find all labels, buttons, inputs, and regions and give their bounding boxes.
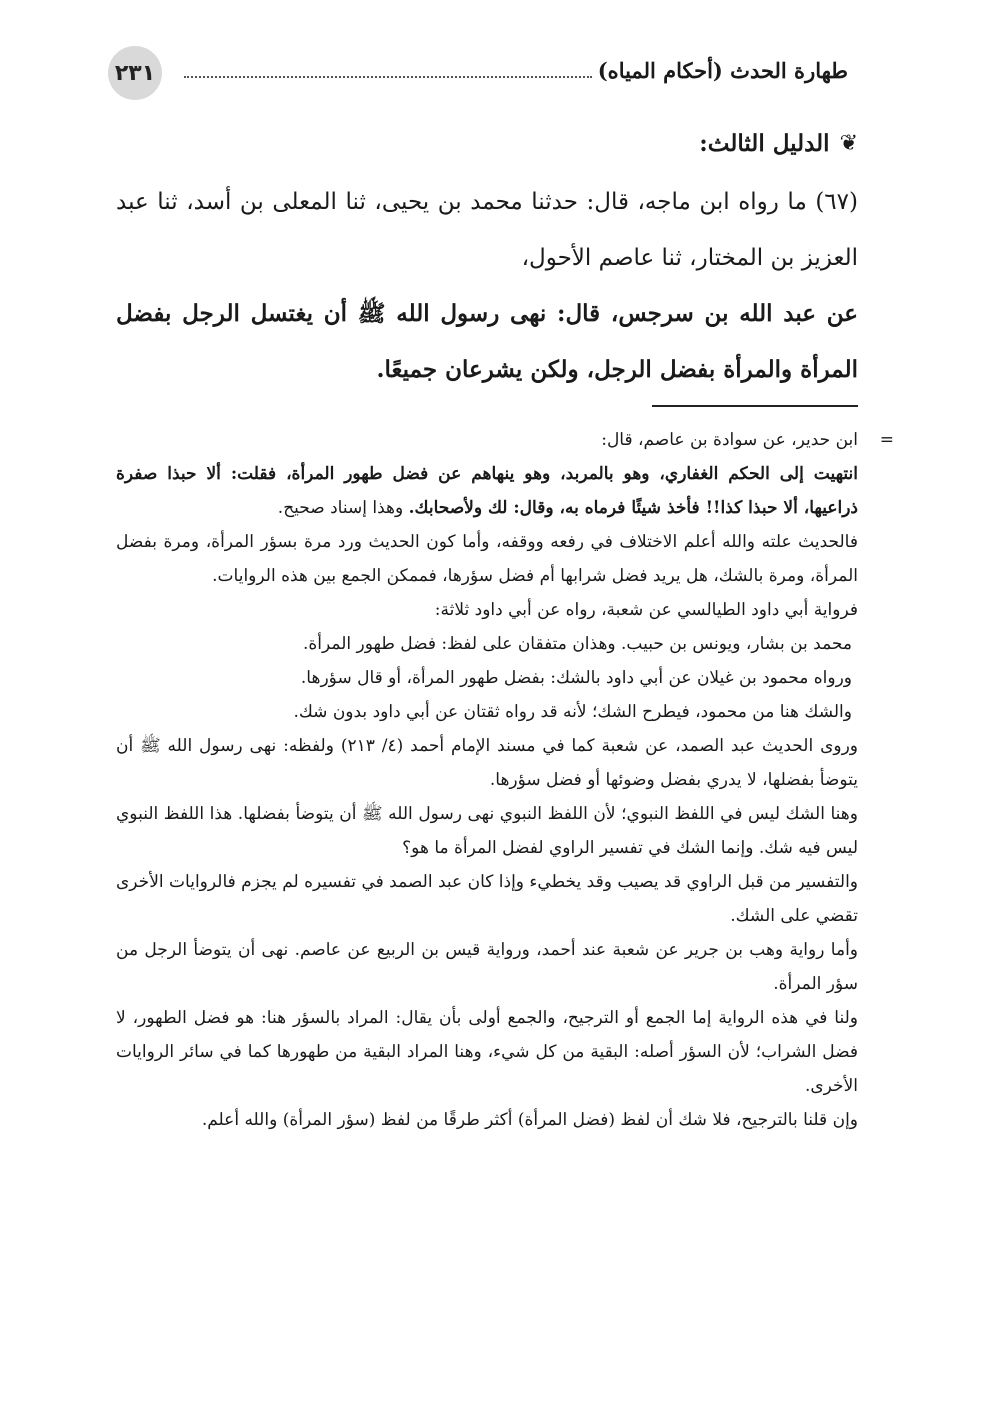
page-number: ٢٣١: [108, 46, 162, 100]
footnote-paragraph: ولنا في هذه الرواية إما الجمع أو الترجيح، والجمع أولى بأن يقال: المراد بالسؤر هنا: هو فضل الطهور، لا فضل الشراب؛ لأن السؤر أصله: البقية من كل شيء، وهنا المراد البقية من طهورها كما في سائر الروايات الأخرى.: [116, 1008, 858, 1096]
footnotes: [116, 423, 894, 1137]
footnote-paragraph: محمد بن بشار، ويونس بن حبيب. وهذان متفقان على لفظ: فضل طهور المرأة.: [302, 634, 852, 654]
hadith-chain-paragraph: (٦٧) ما رواه ابن ماجه، قال: حدثنا محمد بن يحيى، ثنا المعلى بن أسد، ثنا عبد العزيز بن المختار، ثنا عاصم الأحول،: [116, 189, 858, 271]
footnote-separator: [652, 405, 858, 407]
running-title: [178, 58, 848, 83]
footnote-paragraph: ورواه محمود بن غيلان عن أبي داود بالشك: بفضل طهور المرأة، أو قال سؤرها.: [300, 668, 852, 688]
footnote-paragraph: والشك هنا من محمود، فيطرح الشك؛ لأنه قد رواه ثقتان عن أبي داود بدون شك.: [293, 702, 852, 722]
footnote-paragraph: وهنا الشك ليس في اللفظ النبوي؛ لأن اللفظ النبوي نهى رسول الله ﷺ أن يتوضأ بفضلها. هذا اللفظ النبوي ليس فيه شك. وإنما الشك في تفسير الراوي لفضل المرأة ما هو؟: [116, 804, 858, 858]
section-heading: [116, 122, 858, 166]
footnote-paragraph: فرواية أبي داود الطيالسي عن شعبة، رواه عن أبي داود ثلاثة:: [434, 600, 858, 620]
hadith-text-paragraph: عن عبد الله بن سرجس، قال: نهى رسول الله ﷺ أن يغتسل الرجل بفضل المرأة والمرأة بفضل الرجل، ولكن يشرعان جميعًا.: [116, 300, 858, 383]
footnote-line: ابن حدير، عن سوادة بن عاصم، قال:: [601, 430, 858, 450]
running-title-text: طهارة الحدث (أحكام المياه): [597, 58, 848, 83]
footnote-paragraph: وأما رواية وهب بن جرير عن شعبة عند أحمد، ورواية قيس بن الربيع عن عاصم. نهى أن يتوضأ الرجل من سؤر المرأة.: [116, 940, 858, 994]
footnote-paragraph: فالحديث علته والله أعلم الاختلاف في رفعه ووقفه، وأما كون الحديث ورد مرة بسؤر المرأة، ومرة بفضل المرأة، ومرة بالشك، هل يريد فضل شرابها أم فضل سؤرها، فممكن الجمع بين هذه الروايات.: [116, 532, 858, 586]
main-text: [116, 122, 858, 398]
page-header: [108, 46, 848, 100]
footnote-quote-paragraph: [116, 457, 858, 525]
leaf-bullet-icon: ❦: [839, 131, 858, 156]
header-dotted-leader: [184, 76, 592, 78]
section-heading-text: الدليل الثالث:: [699, 130, 830, 157]
footnote-bold-quote: انتهيت إلى الحكم الغفاري، وهو بالمربد، وهو ينهاهم عن فضل طهور المرأة، فقلت: ألا حبذا صفرة ذراعيها، ألا حبذا كذا!! فأخذ شيئًا فرماه به، وقال: لك ولأصحابك.: [116, 464, 858, 518]
footnote-paragraph: والتفسير من قبل الراوي قد يصيب وقد يخطيء وإذا كان عبد الصمد في تفسيره لم يجزم فالروايات الأخرى تقضي على الشك.: [116, 872, 858, 926]
footnote-paragraph: وروى الحديث عبد الصمد، عن شعبة كما في مسند الإمام أحمد (٤/ ٢١٣) ولفظه: نهى رسول الله ﷺ أن يتوضأ بفضلها، لا يدري بفضل وضوئها أو فضل سؤرها.: [116, 736, 858, 790]
footnote-quote-tail: وهذا إسناد صحيح.: [277, 498, 409, 518]
continuation-mark: =: [879, 430, 894, 450]
footnote-paragraph: وإن قلنا بالترجيح، فلا شك أن لفظ (فضل المرأة) أكثر طرقًا من لفظ (سؤر المرأة) والله أعلم.: [201, 1110, 858, 1130]
